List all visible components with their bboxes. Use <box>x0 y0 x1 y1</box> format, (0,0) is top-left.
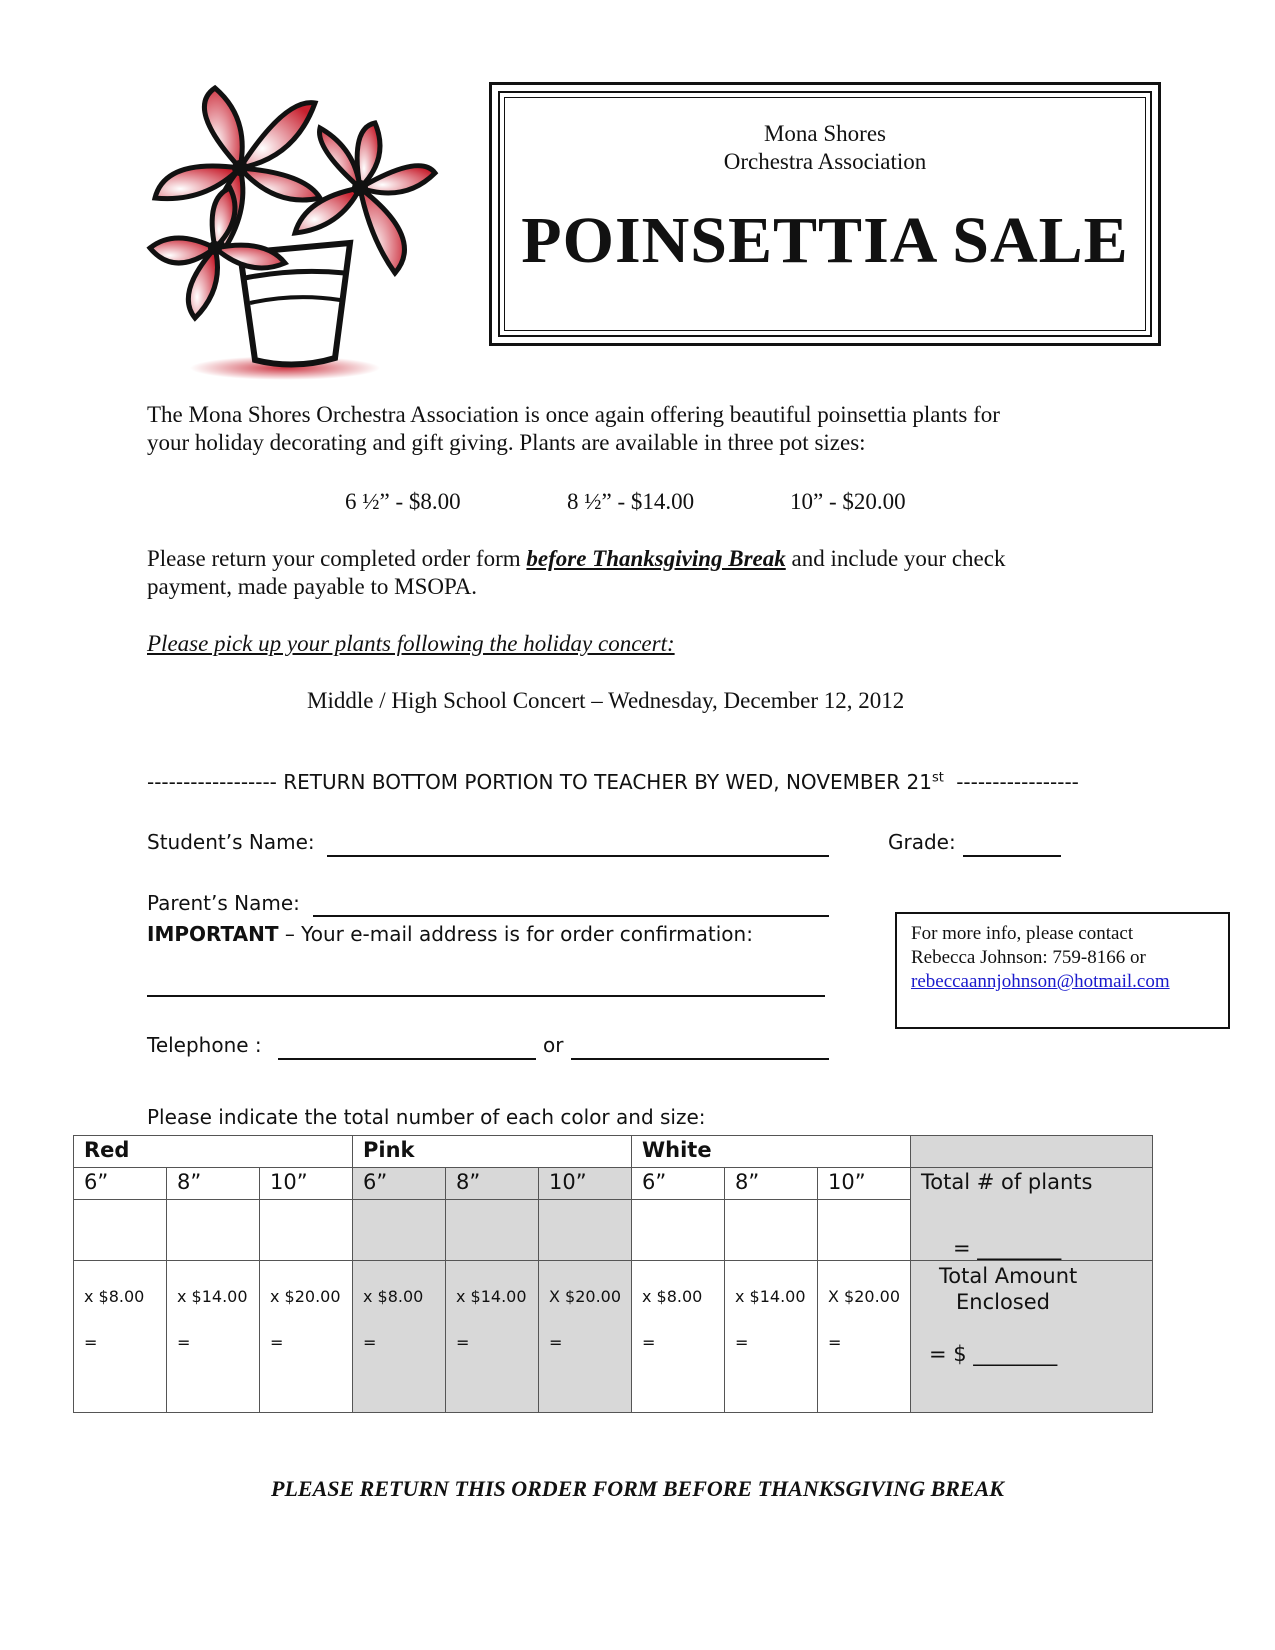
qty-white-6[interactable] <box>632 1199 725 1260</box>
pickup-heading: Please pick up your plants following the holiday concert: <box>147 631 675 656</box>
parent-name-label: Parent’s Name: <box>147 891 300 915</box>
email-field[interactable] <box>147 995 825 997</box>
qty-red-8[interactable] <box>167 1199 260 1260</box>
parent-name-field[interactable] <box>313 915 829 917</box>
qty-pink-10[interactable] <box>539 1199 632 1260</box>
qty-red-6[interactable] <box>74 1199 167 1260</box>
divider-text: RETURN BOTTOM PORTION TO TEACHER BY WED, NOVEMBER 21 <box>283 770 932 794</box>
page-title: POINSETTIA SALE <box>521 204 1129 277</box>
total-plants-blank: = ________ <box>953 1236 1062 1260</box>
price-white-10[interactable] <box>818 1261 911 1413</box>
qty-pink-6[interactable] <box>353 1199 446 1260</box>
size-white-8: 8” <box>725 1168 818 1200</box>
size-white-10: 10” <box>818 1168 911 1200</box>
unit-price: X $20.00 <box>828 1287 901 1306</box>
price-red-10[interactable] <box>260 1261 353 1413</box>
email-note-important: IMPORTANT <box>147 922 279 946</box>
size-white-6: 6” <box>632 1168 725 1200</box>
size-pink-6: 6” <box>353 1168 446 1200</box>
price-8-5-inch: 8 ½” - $14.00 <box>567 489 695 514</box>
qty-white-10[interactable] <box>818 1199 911 1260</box>
return-divider <box>147 770 1079 794</box>
unit-price: x $14.00 <box>177 1287 248 1306</box>
size-red-6: 6” <box>74 1168 167 1200</box>
qty-white-8[interactable] <box>725 1199 818 1260</box>
telephone-or: or <box>543 1033 564 1057</box>
total-amount-cell[interactable] <box>911 1261 1153 1413</box>
total-amount-label1: Total Amount <box>939 1264 1078 1288</box>
contact-email-link[interactable]: rebeccaannjohnson@hotmail.com <box>911 971 1170 992</box>
intro-line2: your holiday decorating and gift giving. Plants are available in three pot sizes: <box>147 430 866 455</box>
total-plants-cell[interactable] <box>911 1168 1153 1261</box>
total-amount-blank: = $ ________ <box>929 1342 1058 1366</box>
total-plants-label: Total # of plants <box>921 1170 1093 1194</box>
org-name-line2: Orchestra Association <box>723 149 927 174</box>
price-6-5-inch: 6 ½” - $8.00 <box>345 489 461 514</box>
grade-label: Grade: <box>888 830 956 854</box>
size-pink-8: 8” <box>446 1168 539 1200</box>
unit-price: x $8.00 <box>642 1287 703 1306</box>
price-red-8[interactable] <box>167 1261 260 1413</box>
email-note-text: – Your e-mail address is for order confirmation: <box>278 922 753 946</box>
grade-field[interactable] <box>963 855 1061 857</box>
price-10-inch: 10” - $20.00 <box>790 489 906 514</box>
total-header-blank <box>911 1136 1153 1168</box>
poinsettia-illustration <box>145 78 445 383</box>
equals-sign: = <box>363 1333 377 1352</box>
qty-pink-8[interactable] <box>446 1199 539 1260</box>
unit-price: x $8.00 <box>363 1287 424 1306</box>
group-pink: Pink <box>353 1136 632 1168</box>
unit-price: x $14.00 <box>735 1287 806 1306</box>
contact-line1: For more info, please contact <box>911 923 1134 944</box>
org-name-line1: Mona Shores <box>763 121 887 146</box>
price-pink-8[interactable] <box>446 1261 539 1413</box>
equals-sign: = <box>84 1333 98 1352</box>
student-name-label: Student’s Name: <box>147 830 315 854</box>
divider-dashes-right: ----------------- <box>956 770 1079 794</box>
telephone-field-2[interactable] <box>571 1058 829 1060</box>
price-red-6[interactable] <box>74 1261 167 1413</box>
telephone-label: Telephone : <box>147 1033 262 1057</box>
total-amount-label2: Enclosed <box>956 1290 1050 1314</box>
equals-sign: = <box>456 1333 470 1352</box>
price-white-8[interactable] <box>725 1261 818 1413</box>
price-pink-6[interactable] <box>353 1261 446 1413</box>
footer-notice: PLEASE RETURN THIS ORDER FORM BEFORE THANKSGIVING BREAK <box>271 1476 1004 1501</box>
contact-info-box <box>895 912 1230 1029</box>
intro-line1: The Mona Shores Orchestra Association is once again offering beautiful poinsettia plants for <box>147 402 1000 427</box>
order-table <box>73 1135 1153 1413</box>
equals-sign: = <box>177 1333 191 1352</box>
divider-sup: st <box>931 770 944 786</box>
return-note-line2: payment, made payable to MSOPA. <box>147 574 478 599</box>
return-note-pre: Please return your completed order form <box>147 546 527 571</box>
return-note-deadline: before Thanksgiving Break <box>526 546 786 571</box>
size-red-10: 10” <box>260 1168 353 1200</box>
telephone-field-1[interactable] <box>278 1058 536 1060</box>
return-note-post: and include your check <box>785 546 1006 571</box>
equals-sign: = <box>270 1333 284 1352</box>
return-note-line1 <box>147 544 1005 573</box>
unit-price: x $8.00 <box>84 1287 145 1306</box>
size-red-8: 8” <box>167 1168 260 1200</box>
email-note <box>147 922 753 946</box>
equals-sign: = <box>735 1333 749 1352</box>
unit-price: x $20.00 <box>270 1287 341 1306</box>
concert-date: Middle / High School Concert – Wednesday, December 12, 2012 <box>307 688 905 713</box>
group-white: White <box>632 1136 911 1168</box>
unit-price: x $14.00 <box>456 1287 527 1306</box>
price-white-6[interactable] <box>632 1261 725 1413</box>
price-pink-10[interactable] <box>539 1261 632 1413</box>
qty-red-10[interactable] <box>260 1199 353 1260</box>
divider-dashes-left: ------------------ <box>147 770 277 794</box>
equals-sign: = <box>642 1333 656 1352</box>
contact-line2: Rebecca Johnson: 759-8166 or <box>911 947 1146 968</box>
table-instruction: Please indicate the total number of each color and size: <box>147 1105 706 1129</box>
title-box <box>489 82 1161 346</box>
equals-sign: = <box>828 1333 842 1352</box>
group-red: Red <box>74 1136 353 1168</box>
unit-price: X $20.00 <box>549 1287 622 1306</box>
equals-sign: = <box>549 1333 563 1352</box>
student-name-field[interactable] <box>327 855 829 857</box>
size-pink-10: 10” <box>539 1168 632 1200</box>
